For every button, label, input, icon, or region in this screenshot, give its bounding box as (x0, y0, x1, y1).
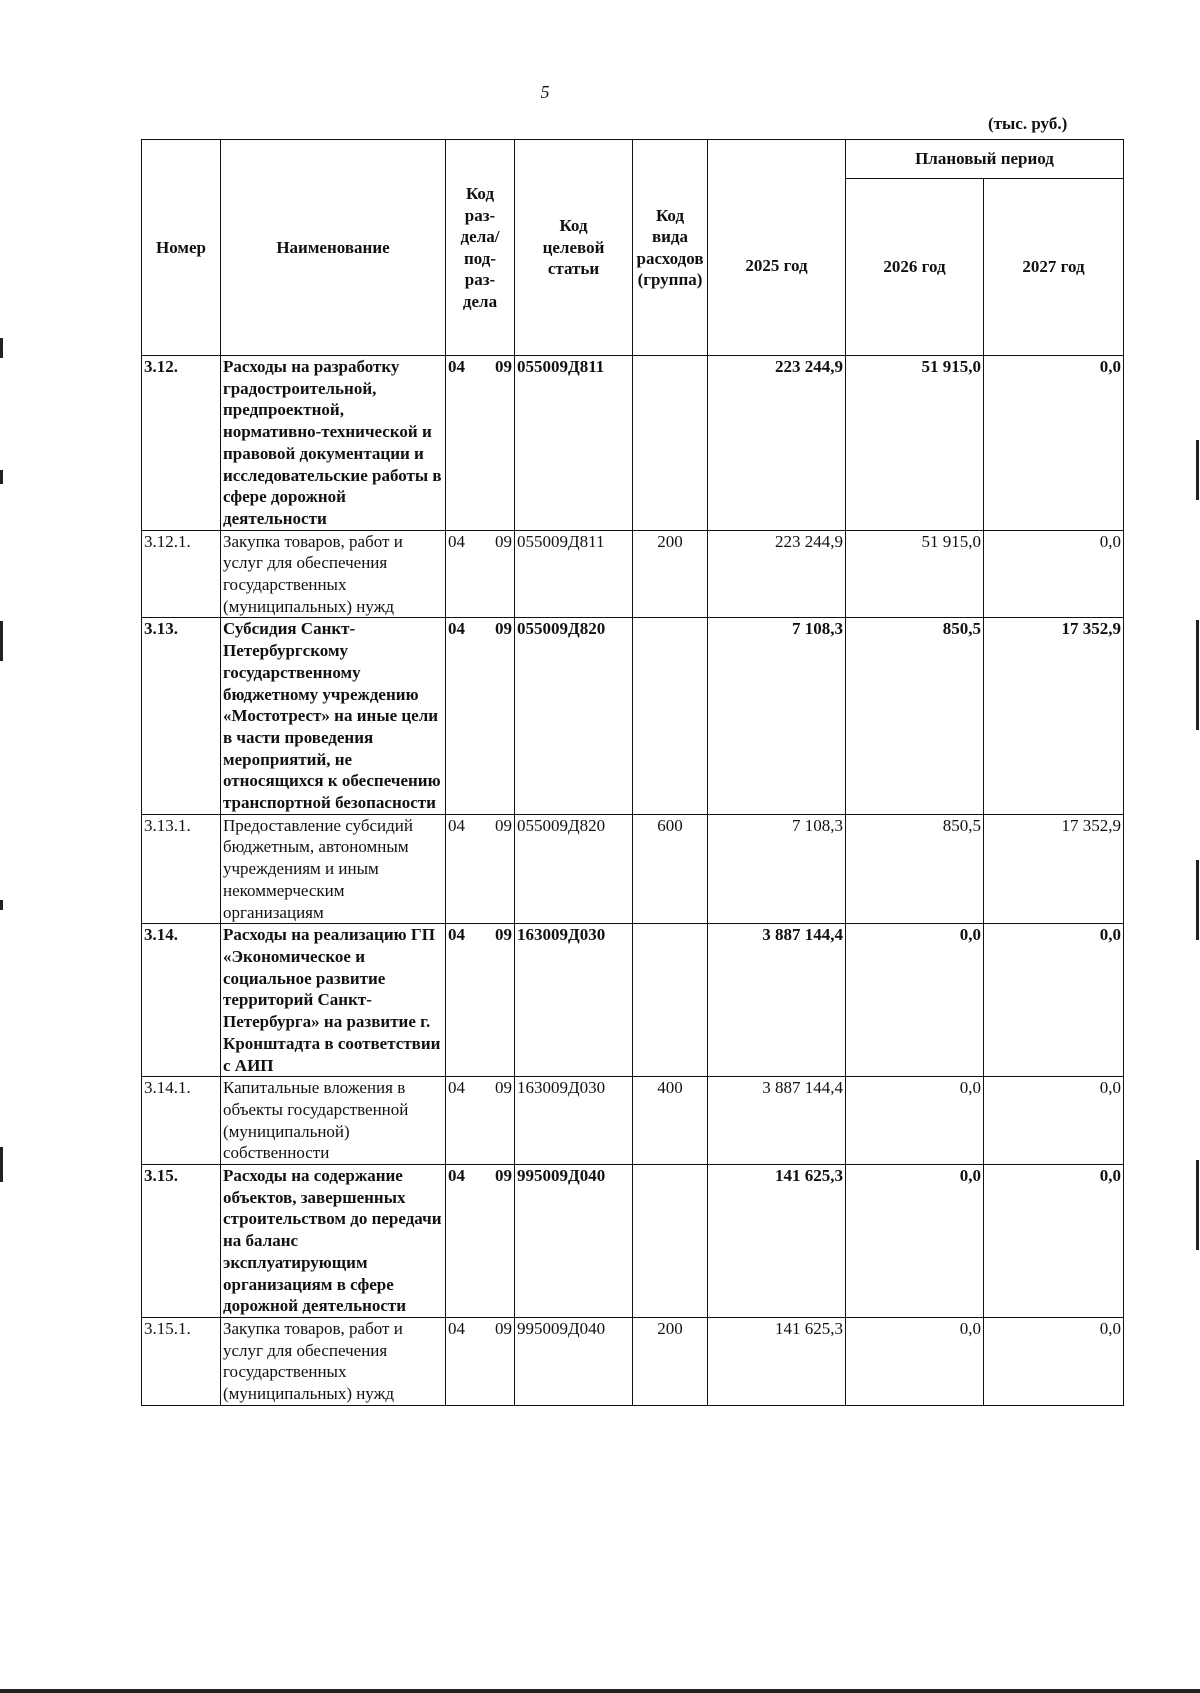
row-value-2025: 3 887 144,4 (708, 924, 846, 1077)
row-value-2026: 0,0 (846, 1077, 984, 1165)
table-row (142, 814, 1124, 924)
row-value-2025: 141 625,3 (708, 1165, 846, 1318)
row-number: 3.12.1. (142, 530, 221, 618)
page-number: 5 (540, 82, 550, 102)
header-section-code (446, 140, 515, 356)
scan-edge-mark (0, 900, 3, 910)
row-expense-kind (633, 618, 708, 814)
row-expense-kind: 600 (633, 814, 708, 924)
header-name: Наименование (221, 140, 446, 356)
header-expense-kind-line: (группа) (637, 270, 703, 289)
row-value-2027: 17 352,9 (984, 618, 1124, 814)
row-section-code (446, 924, 515, 1077)
row-name: Расходы на разработку градостроительной, предпроектной, нормативно-технической и правовой документации и исследовательские работы в сфере дорожной деятельности (221, 356, 446, 531)
row-name: Расходы на реализацию ГП «Экономическое и социальное развитие территорий Санкт-Петербурга» на развитие г. Кронштадта в соответствии с АИП (221, 924, 446, 1077)
row-subsection: 09 (495, 1078, 512, 1098)
header-target-code-line: Код (559, 216, 588, 236)
header-section-code-line: раз- (464, 270, 496, 289)
table-row (142, 530, 1124, 618)
row-value-2027: 0,0 (984, 1077, 1124, 1165)
row-section: 04 (448, 925, 465, 945)
scan-edge-mark (0, 338, 3, 358)
row-subsection: 09 (495, 357, 512, 376)
row-expense-kind (633, 1165, 708, 1318)
table-row (142, 924, 1124, 1077)
header-section-code-line: под- (463, 248, 497, 268)
row-value-2025: 7 108,3 (708, 618, 846, 814)
row-number: 3.12. (142, 356, 221, 531)
row-value-2026: 51 915,0 (846, 530, 984, 618)
table-row (142, 1317, 1124, 1405)
header-section-code-line: раз- (464, 205, 496, 225)
table-row (142, 1077, 1124, 1165)
row-target-code: 055009Д811 (515, 356, 633, 531)
row-number: 3.13. (142, 618, 221, 814)
row-name: Субсидия Санкт-Петербургскому государственному бюджетному учреждению «Мостотрест» на иные цели в части проведения мероприятий, не относящихся к обеспечению транспортной безопасности (221, 618, 446, 814)
row-name: Капитальные вложения в объекты государственной (муниципальной) собственности (221, 1077, 446, 1165)
header-year-2026: 2026 год (846, 179, 984, 356)
scan-edge-mark (1196, 1160, 1199, 1250)
units-label: (тыс. руб.) (988, 114, 1068, 133)
header-number: Номер (142, 140, 221, 356)
row-expense-kind (633, 924, 708, 1077)
row-value-2027: 0,0 (984, 530, 1124, 618)
row-value-2026: 850,5 (846, 618, 984, 814)
row-value-2027: 0,0 (984, 356, 1124, 531)
row-value-2027: 0,0 (984, 1165, 1124, 1318)
row-section-code (446, 814, 515, 924)
row-value-2025: 223 244,9 (708, 356, 846, 531)
row-name: Закупка товаров, работ и услуг для обеспечения государственных (муниципальных) нужд (221, 530, 446, 618)
scan-edge-mark (1196, 620, 1199, 730)
row-section: 04 (448, 357, 465, 376)
row-value-2025: 3 887 144,4 (708, 1077, 846, 1165)
row-target-code: 995009Д040 (515, 1317, 633, 1405)
row-value-2026: 0,0 (846, 1165, 984, 1318)
row-section: 04 (448, 531, 465, 551)
row-subsection: 09 (495, 531, 512, 551)
row-value-2026: 51 915,0 (846, 356, 984, 531)
header-expense-kind-line: расходов (636, 248, 704, 268)
row-section-code (446, 530, 515, 618)
row-name: Расходы на содержание объектов, завершенных строительством до передачи на баланс эксплуатирующим организациям в сфере дорожной деятельности (221, 1165, 446, 1318)
row-number: 3.14.1. (142, 1077, 221, 1165)
header-section-code-line: дела/ (460, 227, 500, 246)
table-body (142, 356, 1124, 1406)
row-section-code (446, 618, 515, 814)
header-target-code (515, 140, 633, 356)
row-section-code (446, 356, 515, 531)
row-target-code: 995009Д040 (515, 1165, 633, 1318)
row-value-2025: 141 625,3 (708, 1317, 846, 1405)
scan-edge-mark (0, 1147, 3, 1182)
row-name: Предоставление субсидий бюджетным, автономным учреждениям и иным некоммерческим организациям (221, 814, 446, 924)
scan-edge-mark (1196, 440, 1199, 500)
row-subsection: 09 (495, 1318, 512, 1338)
row-subsection: 09 (495, 619, 512, 639)
table-row (142, 1165, 1124, 1318)
row-subsection: 09 (495, 815, 512, 835)
scan-edge-mark (1196, 860, 1199, 940)
row-section: 04 (448, 619, 465, 639)
row-name: Закупка товаров, работ и услуг для обеспечения государственных (муниципальных) нужд (221, 1317, 446, 1405)
scan-bottom-edge (0, 1689, 1200, 1693)
row-value-2026: 0,0 (846, 1317, 984, 1405)
table-row (142, 618, 1124, 814)
row-value-2027: 17 352,9 (984, 814, 1124, 924)
table-row (142, 356, 1124, 531)
header-section-code-line: дела (462, 291, 498, 311)
row-section-code (446, 1317, 515, 1405)
row-target-code: 163009Д030 (515, 924, 633, 1077)
row-section: 04 (448, 1078, 465, 1098)
row-target-code: 055009Д811 (515, 530, 633, 618)
header-target-code-line: статьи (547, 259, 600, 279)
header-planning-period: Плановый период (846, 140, 1124, 179)
row-number: 3.15. (142, 1165, 221, 1318)
row-expense-kind: 200 (633, 1317, 708, 1405)
row-value-2027: 0,0 (984, 924, 1124, 1077)
scan-edge-mark (0, 470, 3, 484)
row-value-2026: 850,5 (846, 814, 984, 924)
budget-table (141, 139, 1124, 1406)
row-subsection: 09 (495, 925, 512, 945)
row-subsection: 09 (495, 1166, 512, 1186)
row-target-code: 055009Д820 (515, 814, 633, 924)
row-value-2025: 7 108,3 (708, 814, 846, 924)
row-section: 04 (448, 815, 465, 835)
row-target-code: 163009Д030 (515, 1077, 633, 1165)
header-target-code-line: целевой (542, 237, 605, 257)
header-year-2025 (708, 140, 846, 356)
row-expense-kind: 400 (633, 1077, 708, 1165)
row-value-2025: 223 244,9 (708, 530, 846, 618)
scan-edge-mark (0, 621, 3, 661)
header-expense-kind-line: Код (655, 205, 685, 225)
row-section: 04 (448, 1318, 465, 1338)
header-section-code-line: Код (465, 184, 495, 203)
row-value-2027: 0,0 (984, 1317, 1124, 1405)
header-row-top (142, 140, 1124, 179)
header-year-2027: 2027 год (984, 179, 1124, 356)
row-expense-kind: 200 (633, 530, 708, 618)
row-number: 3.15.1. (142, 1317, 221, 1405)
row-expense-kind (633, 356, 708, 531)
header-expense-kind (633, 140, 708, 356)
header-year-2025-label: 2025 год (745, 255, 808, 275)
row-section-code (446, 1077, 515, 1165)
header-expense-kind-line: вида (651, 227, 689, 246)
row-value-2026: 0,0 (846, 924, 984, 1077)
row-number: 3.13.1. (142, 814, 221, 924)
row-section-code (446, 1165, 515, 1318)
row-number: 3.14. (142, 924, 221, 1077)
row-section: 04 (448, 1166, 465, 1186)
row-target-code: 055009Д820 (515, 618, 633, 814)
